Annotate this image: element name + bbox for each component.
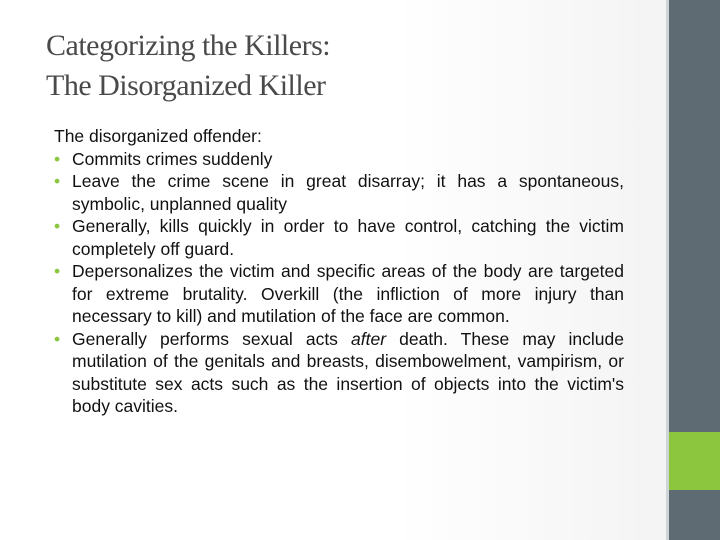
bullet-item <box>54 215 624 260</box>
bullet-text: Leave the crime scene in great disarray; it has a spontaneous, symbolic, unplanned quality <box>72 171 624 214</box>
bullet-icon: • <box>54 171 61 191</box>
title-line-2: The Disorganized Killer <box>46 69 326 102</box>
bullet-item <box>54 328 624 418</box>
bullet-icon: • <box>54 148 61 169</box>
bullet-icon: • <box>54 216 61 236</box>
bullet-text-after: death. These may include mutilation of the genitals and breasts, disembowelment, vampirism, or substitute sex acts such as the insertion of objects into the victim's body cavities. <box>72 328 624 416</box>
title-line-1: Categorizing the Killers: <box>46 29 331 62</box>
bullet-icon: • <box>54 328 61 349</box>
bullet-text <box>72 329 624 417</box>
bullet-text: Depersonalizes the victim and specific areas of the body are targeted for extreme brutality. Overkill (the infliction of more injury than necessary to kill) and mutilation of the face are common. <box>72 261 624 326</box>
intro-text: The disorganized offender: <box>54 126 262 146</box>
bullet-icon: • <box>54 261 61 281</box>
bullet-text-emphasis: after <box>351 328 387 349</box>
bullet-item <box>54 170 624 215</box>
accent-block <box>669 432 720 490</box>
bullet-item <box>54 148 624 171</box>
slide-body <box>54 125 624 418</box>
bullet-text: Generally, kills quickly in order to have control, catching the victim completely off guard. <box>72 216 624 259</box>
bullet-text: Commits crimes suddenly <box>72 148 273 169</box>
slide-title <box>46 26 646 106</box>
bullet-text-before: Generally performs sexual acts <box>72 328 352 349</box>
bullet-list <box>54 148 624 418</box>
bullet-item <box>54 260 624 328</box>
